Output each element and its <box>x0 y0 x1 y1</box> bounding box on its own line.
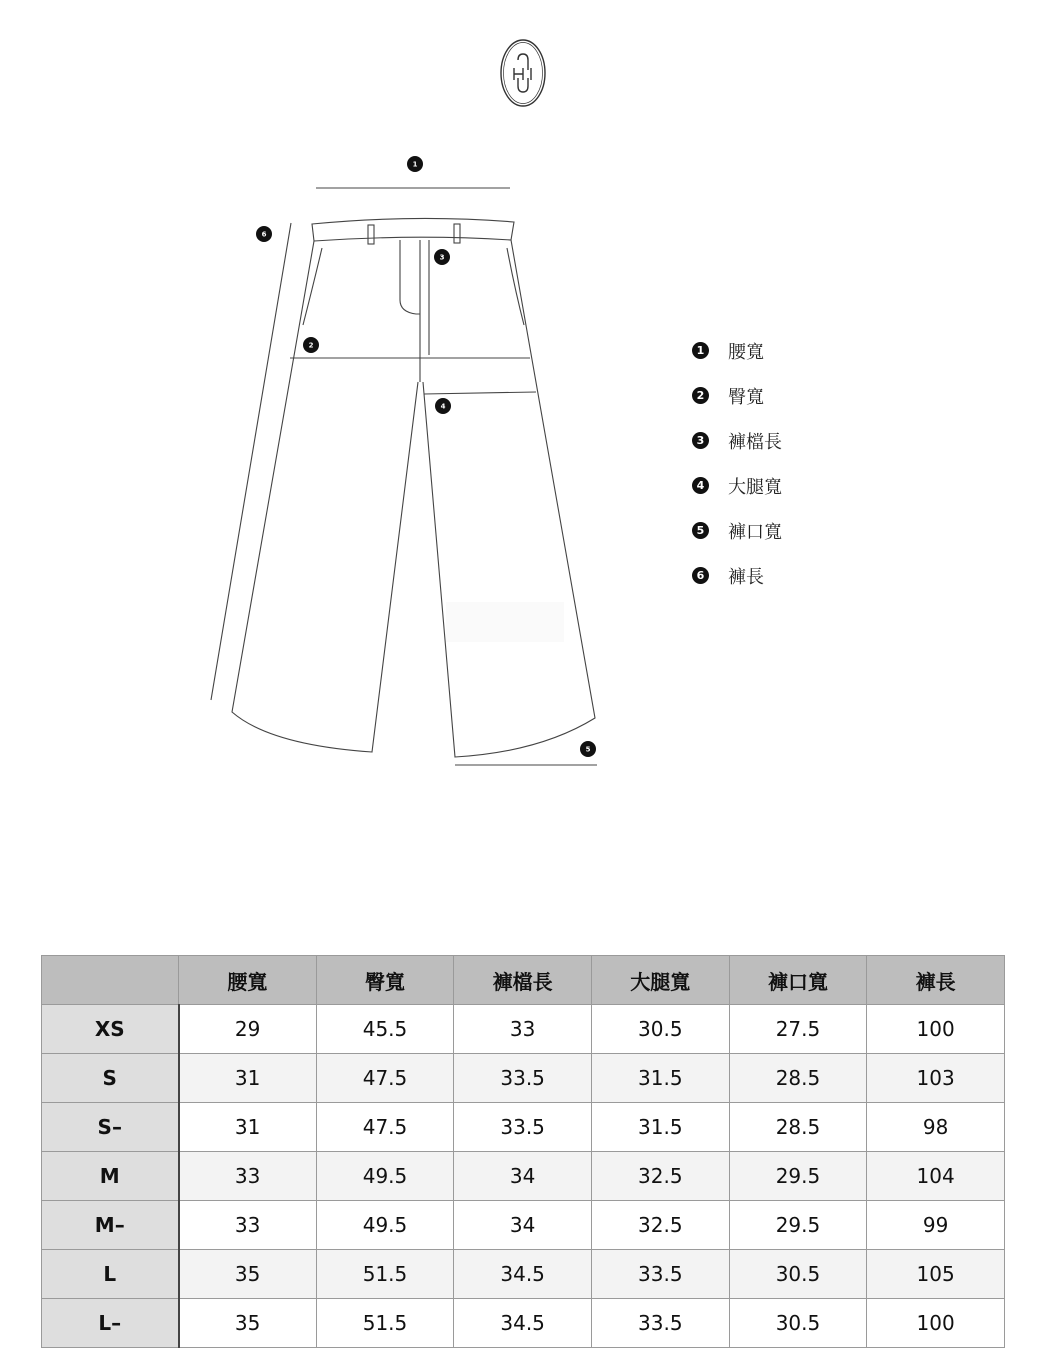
legend-number: 6 <box>692 567 709 584</box>
marker-2-label: 2 <box>308 341 314 350</box>
table-cell: 35 <box>179 1250 317 1299</box>
legend-item-rise <box>692 418 782 463</box>
table-cell: 98 <box>867 1103 1005 1152</box>
header-hem: 褲口寬 <box>729 956 867 1005</box>
header-length: 褲長 <box>867 956 1005 1005</box>
table-cell: 29.5 <box>729 1201 867 1250</box>
size-label: S– <box>42 1103 179 1152</box>
table-cell: 29.5 <box>729 1152 867 1201</box>
size-label: L– <box>42 1299 179 1348</box>
table-cell: 47.5 <box>316 1054 454 1103</box>
measurement-legend <box>692 328 782 598</box>
table-row <box>42 1201 1005 1250</box>
table-cell: 31 <box>179 1103 317 1152</box>
table-cell: 30.5 <box>729 1299 867 1348</box>
size-label: L <box>42 1250 179 1299</box>
legend-label: 大腿寬 <box>728 476 782 498</box>
table-cell: 49.5 <box>316 1201 454 1250</box>
table-header-row <box>42 956 1005 1005</box>
table-cell: 33.5 <box>454 1054 592 1103</box>
marker-1-label: 1 <box>412 160 418 169</box>
header-size <box>42 956 179 1005</box>
table-row <box>42 1005 1005 1054</box>
legend-number: 3 <box>692 432 709 449</box>
diagram-marker-2 <box>303 337 319 353</box>
legend-label: 褲口寬 <box>728 521 782 543</box>
header-thigh: 大腿寬 <box>591 956 729 1005</box>
table-cell: 51.5 <box>316 1250 454 1299</box>
table-cell: 34 <box>454 1201 592 1250</box>
table-cell: 47.5 <box>316 1103 454 1152</box>
table-cell: 30.5 <box>729 1250 867 1299</box>
legend-item-hip <box>692 373 782 418</box>
table-cell: 28.5 <box>729 1103 867 1152</box>
diagram-marker-5 <box>580 741 596 757</box>
legend-number: 4 <box>692 477 709 494</box>
table-cell: 100 <box>867 1005 1005 1054</box>
table-cell: 33.5 <box>454 1103 592 1152</box>
table-cell: 49.5 <box>316 1152 454 1201</box>
table-cell: 35 <box>179 1299 317 1348</box>
marker-3-label: 3 <box>439 253 445 262</box>
legend-item-hem <box>692 508 782 553</box>
legend-item-thigh <box>692 463 782 508</box>
table-cell: 31 <box>179 1054 317 1103</box>
table-cell: 104 <box>867 1152 1005 1201</box>
legend-number: 1 <box>692 342 709 359</box>
legend-label: 腰寬 <box>728 341 764 363</box>
size-label: XS <box>42 1005 179 1054</box>
marker-4-label: 4 <box>440 402 446 411</box>
table-cell: 28.5 <box>729 1054 867 1103</box>
legend-item-waist <box>692 328 782 373</box>
table-cell: 33 <box>454 1005 592 1054</box>
table-cell: 34.5 <box>454 1250 592 1299</box>
table-row <box>42 1152 1005 1201</box>
legend-number: 5 <box>692 522 709 539</box>
table-cell: 27.5 <box>729 1005 867 1054</box>
table-cell: 34.5 <box>454 1299 592 1348</box>
diagram-marker-6 <box>256 226 272 242</box>
table-row <box>42 1103 1005 1152</box>
header-hip: 臀寬 <box>316 956 454 1005</box>
legend-label: 臀寬 <box>728 386 764 408</box>
size-chart-table <box>41 955 1005 1348</box>
table-cell: 33.5 <box>591 1299 729 1348</box>
table-cell: 100 <box>867 1299 1005 1348</box>
table-cell: 33.5 <box>591 1250 729 1299</box>
table-cell: 45.5 <box>316 1005 454 1054</box>
table-cell: 32.5 <box>591 1152 729 1201</box>
diagram-marker-4 <box>435 398 451 414</box>
size-label: M– <box>42 1201 179 1250</box>
header-rise: 褲檔長 <box>454 956 592 1005</box>
legend-number: 2 <box>692 387 709 404</box>
table-cell: 30.5 <box>591 1005 729 1054</box>
legend-item-length <box>692 553 782 598</box>
table-cell: 99 <box>867 1201 1005 1250</box>
size-label: M <box>42 1152 179 1201</box>
table-row <box>42 1299 1005 1348</box>
table-cell: 103 <box>867 1054 1005 1103</box>
header-waist: 腰寬 <box>179 956 317 1005</box>
diagram-marker-1 <box>407 156 423 172</box>
marker-6-label: 6 <box>261 230 267 239</box>
table-cell: 33 <box>179 1152 317 1201</box>
table-cell: 29 <box>179 1005 317 1054</box>
table-cell: 51.5 <box>316 1299 454 1348</box>
table-row <box>42 1054 1005 1103</box>
table-cell: 31.5 <box>591 1054 729 1103</box>
legend-label: 褲長 <box>728 566 764 588</box>
table-cell: 105 <box>867 1250 1005 1299</box>
table-row <box>42 1250 1005 1299</box>
legend-label: 褲檔長 <box>728 431 782 453</box>
table-cell: 34 <box>454 1152 592 1201</box>
marker-5-label: 5 <box>585 745 591 754</box>
diagram-marker-3 <box>434 249 450 265</box>
table-cell: 33 <box>179 1201 317 1250</box>
size-label: S <box>42 1054 179 1103</box>
table-cell: 32.5 <box>591 1201 729 1250</box>
table-cell: 31.5 <box>591 1103 729 1152</box>
